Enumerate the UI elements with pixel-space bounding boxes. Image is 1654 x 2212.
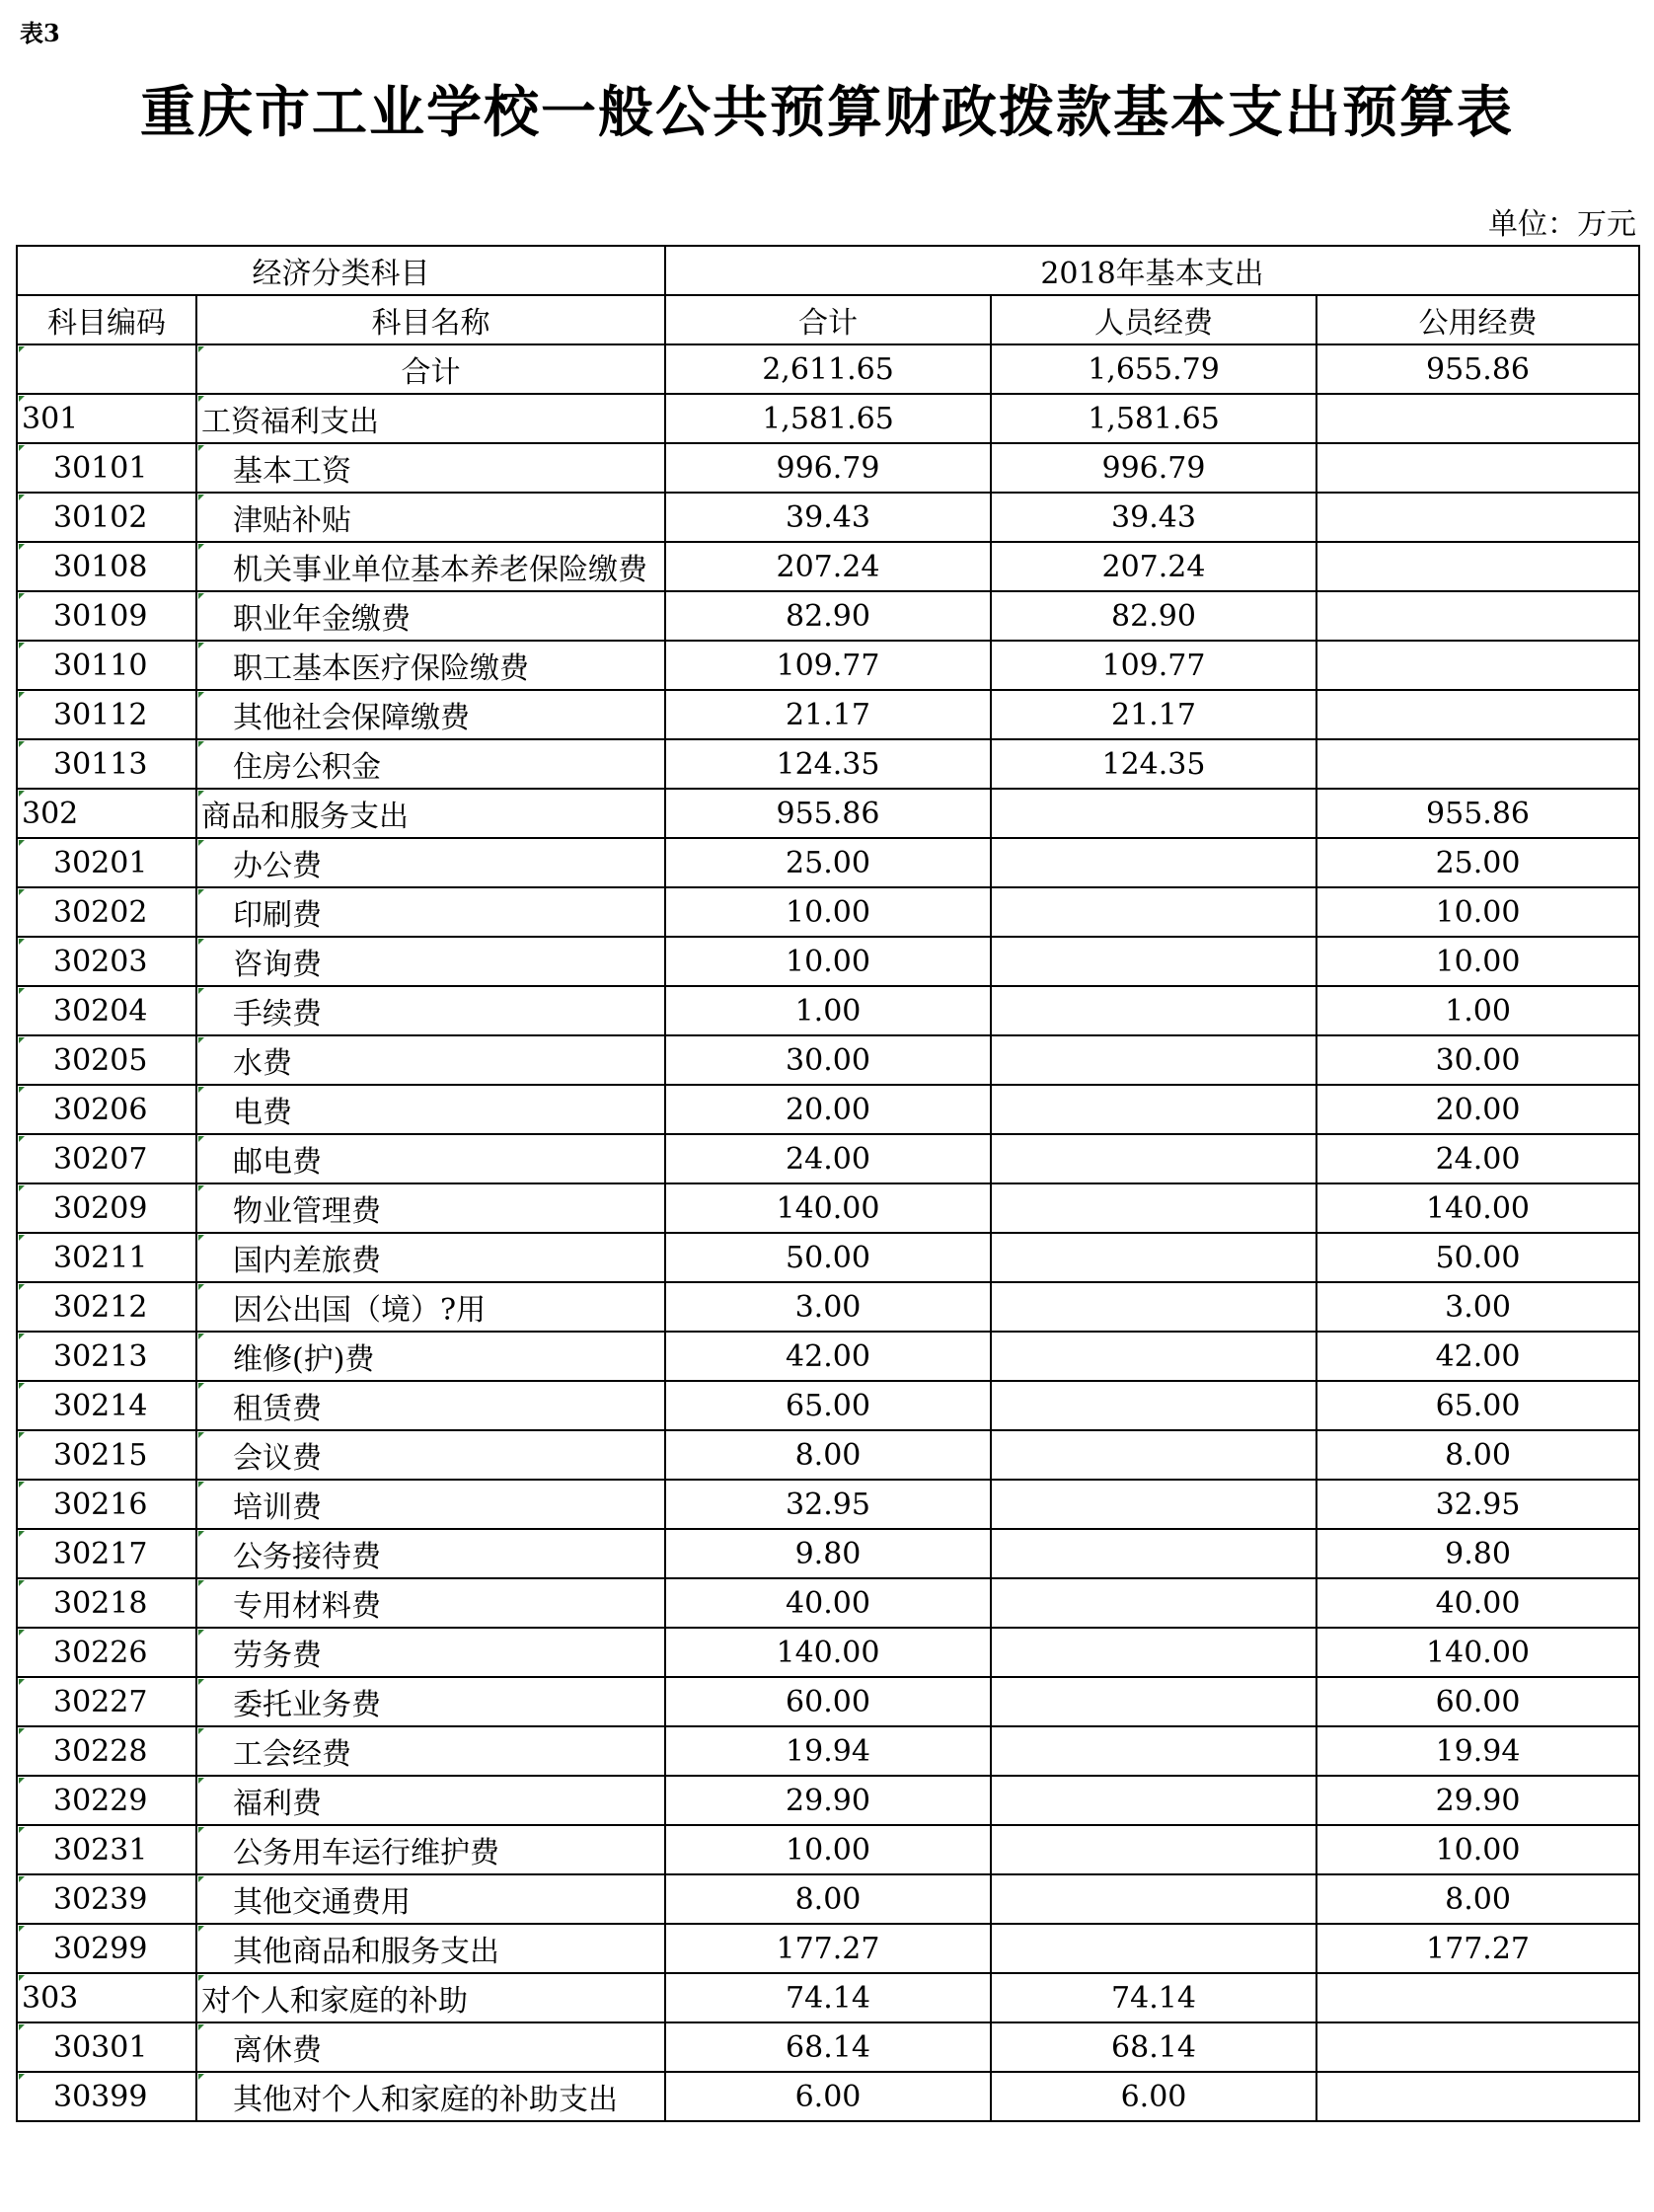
row-personnel-cell: [991, 1726, 1316, 1776]
table-row: [17, 1726, 1639, 1776]
row-personnel-cell: 124.35: [991, 739, 1316, 789]
row-name-cell: 基本工资: [196, 443, 665, 493]
row-code-cell: 30108: [17, 542, 196, 591]
row-name-cell: 印刷费: [196, 887, 665, 937]
row-public-cell: 955.86: [1316, 344, 1639, 394]
row-name-cell: 因公出国（境）?用: [196, 1282, 665, 1332]
row-name-cell: 公务接待费: [196, 1529, 665, 1578]
header-economic-class: 经济分类科目: [17, 246, 665, 295]
row-personnel-cell: 21.17: [991, 690, 1316, 739]
table-row: [17, 641, 1639, 690]
table-row: [17, 591, 1639, 641]
row-public-cell: 29.90: [1316, 1776, 1639, 1825]
row-public-cell: 10.00: [1316, 1825, 1639, 1874]
row-total-cell: 2,611.65: [665, 344, 991, 394]
table-row: [17, 1924, 1639, 1973]
table-row: [17, 986, 1639, 1035]
row-public-cell: [1316, 641, 1639, 690]
row-public-cell: 65.00: [1316, 1381, 1639, 1430]
row-personnel-cell: [991, 986, 1316, 1035]
header-total: 合计: [665, 295, 991, 344]
row-total-cell: 65.00: [665, 1381, 991, 1430]
table-row: [17, 1677, 1639, 1726]
row-code-cell: 30299: [17, 1924, 196, 1973]
row-total-cell: 140.00: [665, 1628, 991, 1677]
row-personnel-cell: [991, 937, 1316, 986]
table-row: [17, 937, 1639, 986]
row-public-cell: 60.00: [1316, 1677, 1639, 1726]
row-total-cell: 207.24: [665, 542, 991, 591]
row-name-cell: 职工基本医疗保险缴费: [196, 641, 665, 690]
row-total-cell: 996.79: [665, 443, 991, 493]
row-code-cell: [17, 344, 196, 394]
row-personnel-cell: [991, 1874, 1316, 1924]
row-personnel-cell: [991, 1332, 1316, 1381]
table-row: [17, 2022, 1639, 2072]
row-public-cell: 8.00: [1316, 1874, 1639, 1924]
row-name-cell: 专用材料费: [196, 1578, 665, 1628]
row-code-cell: 30110: [17, 641, 196, 690]
header-public: 公用经费: [1316, 295, 1639, 344]
row-name-cell: 办公费: [196, 838, 665, 887]
row-code-cell: 30218: [17, 1578, 196, 1628]
row-public-cell: 955.86: [1316, 789, 1639, 838]
row-name-cell: 邮电费: [196, 1134, 665, 1183]
row-public-cell: 42.00: [1316, 1332, 1639, 1381]
row-public-cell: [1316, 394, 1639, 443]
row-personnel-cell: [991, 789, 1316, 838]
budget-table: [16, 245, 1640, 2122]
row-name-cell: 租赁费: [196, 1381, 665, 1430]
row-name-cell: 国内差旅费: [196, 1233, 665, 1282]
row-total-cell: 21.17: [665, 690, 991, 739]
row-code-cell: 30217: [17, 1529, 196, 1578]
row-total-cell: 32.95: [665, 1480, 991, 1529]
row-personnel-cell: [991, 1480, 1316, 1529]
row-total-cell: 50.00: [665, 1233, 991, 1282]
row-personnel-cell: [991, 1924, 1316, 1973]
row-public-cell: 8.00: [1316, 1430, 1639, 1480]
row-name-cell: 住房公积金: [196, 739, 665, 789]
row-code-cell: 301: [17, 394, 196, 443]
row-public-cell: [1316, 739, 1639, 789]
row-total-cell: 124.35: [665, 739, 991, 789]
header-group-row: [17, 246, 1639, 295]
row-total-cell: 24.00: [665, 1134, 991, 1183]
table-row: [17, 1874, 1639, 1924]
table-row: [17, 1134, 1639, 1183]
row-name-cell: 其他社会保障缴费: [196, 690, 665, 739]
row-name-cell: 水费: [196, 1035, 665, 1085]
row-public-cell: [1316, 443, 1639, 493]
row-personnel-cell: [991, 1134, 1316, 1183]
row-total-cell: 30.00: [665, 1035, 991, 1085]
row-personnel-cell: 207.24: [991, 542, 1316, 591]
row-name-cell: 其他交通费用: [196, 1874, 665, 1924]
row-total-cell: 10.00: [665, 937, 991, 986]
row-code-cell: 30209: [17, 1183, 196, 1233]
table-row: [17, 690, 1639, 739]
table-row: [17, 1578, 1639, 1628]
row-public-cell: [1316, 690, 1639, 739]
page-title: 重庆市工业学校一般公共预算财政拨款基本支出预算表: [140, 81, 1514, 145]
row-code-cell: 30101: [17, 443, 196, 493]
row-name-cell: 津贴补贴: [196, 493, 665, 542]
row-public-cell: 10.00: [1316, 937, 1639, 986]
row-code-cell: 30214: [17, 1381, 196, 1430]
row-public-cell: [1316, 493, 1639, 542]
row-total-cell: 1,581.65: [665, 394, 991, 443]
table-row: [17, 1825, 1639, 1874]
row-public-cell: 24.00: [1316, 1134, 1639, 1183]
row-total-cell: 10.00: [665, 887, 991, 937]
row-personnel-cell: [991, 1233, 1316, 1282]
row-name-cell: 公务用车运行维护费: [196, 1825, 665, 1874]
row-personnel-cell: [991, 1776, 1316, 1825]
row-personnel-cell: [991, 1430, 1316, 1480]
row-personnel-cell: [991, 1529, 1316, 1578]
row-name-cell: 机关事业单位基本养老保险缴费: [196, 542, 665, 591]
row-code-cell: 30204: [17, 986, 196, 1035]
row-total-cell: 74.14: [665, 1973, 991, 2022]
row-name-cell: 对个人和家庭的补助: [196, 1973, 665, 2022]
row-code-cell: 30109: [17, 591, 196, 641]
row-code-cell: 302: [17, 789, 196, 838]
row-code-cell: 30228: [17, 1726, 196, 1776]
row-code-cell: 30229: [17, 1776, 196, 1825]
row-personnel-cell: 996.79: [991, 443, 1316, 493]
table-row: [17, 1973, 1639, 2022]
row-total-cell: 60.00: [665, 1677, 991, 1726]
row-personnel-cell: 82.90: [991, 591, 1316, 641]
row-public-cell: [1316, 1973, 1639, 2022]
row-total-cell: 8.00: [665, 1874, 991, 1924]
header-columns-row: [17, 295, 1639, 344]
row-total-cell: 40.00: [665, 1578, 991, 1628]
row-public-cell: 40.00: [1316, 1578, 1639, 1628]
row-public-cell: 10.00: [1316, 887, 1639, 937]
table-row: [17, 1282, 1639, 1332]
row-code-cell: 30239: [17, 1874, 196, 1924]
table-row: [17, 1332, 1639, 1381]
row-public-cell: 30.00: [1316, 1035, 1639, 1085]
table-row: [17, 1480, 1639, 1529]
row-total-cell: 20.00: [665, 1085, 991, 1134]
table-row: [17, 739, 1639, 789]
row-name-cell: 离休费: [196, 2022, 665, 2072]
header-basic-expenditure: 2018年基本支出: [665, 246, 1639, 295]
row-code-cell: 30211: [17, 1233, 196, 1282]
row-code-cell: 30215: [17, 1430, 196, 1480]
row-code-cell: 30102: [17, 493, 196, 542]
table-row: [17, 1529, 1639, 1578]
row-total-cell: 3.00: [665, 1282, 991, 1332]
row-code-cell: 30213: [17, 1332, 196, 1381]
table-body: [17, 344, 1639, 2121]
row-personnel-cell: [991, 1035, 1316, 1085]
row-public-cell: 25.00: [1316, 838, 1639, 887]
row-code-cell: 30301: [17, 2022, 196, 2072]
row-public-cell: 20.00: [1316, 1085, 1639, 1134]
row-total-cell: 8.00: [665, 1430, 991, 1480]
row-personnel-cell: 1,581.65: [991, 394, 1316, 443]
row-personnel-cell: [991, 1628, 1316, 1677]
row-public-cell: 19.94: [1316, 1726, 1639, 1776]
table-row: [17, 493, 1639, 542]
table-row: [17, 1183, 1639, 1233]
row-personnel-cell: [991, 1578, 1316, 1628]
row-personnel-cell: 39.43: [991, 493, 1316, 542]
row-public-cell: 177.27: [1316, 1924, 1639, 1973]
row-name-cell: 其他对个人和家庭的补助支出: [196, 2072, 665, 2121]
row-total-cell: 9.80: [665, 1529, 991, 1578]
row-code-cell: 30203: [17, 937, 196, 986]
row-code-cell: 30226: [17, 1628, 196, 1677]
table-row: [17, 1628, 1639, 1677]
row-public-cell: 9.80: [1316, 1529, 1639, 1578]
row-name-cell: 电费: [196, 1085, 665, 1134]
row-public-cell: 1.00: [1316, 986, 1639, 1035]
row-personnel-cell: [991, 1381, 1316, 1430]
table-row: [17, 838, 1639, 887]
table-row: [17, 394, 1639, 443]
row-name-cell: 培训费: [196, 1480, 665, 1529]
row-name-cell: 手续费: [196, 986, 665, 1035]
table-row: [17, 443, 1639, 493]
table-row: [17, 344, 1639, 394]
table-row: [17, 2072, 1639, 2121]
row-total-cell: 39.43: [665, 493, 991, 542]
row-total-cell: 25.00: [665, 838, 991, 887]
row-total-cell: 1.00: [665, 986, 991, 1035]
row-name-cell: 工资福利支出: [196, 394, 665, 443]
row-code-cell: 30231: [17, 1825, 196, 1874]
row-total-cell: 68.14: [665, 2022, 991, 2072]
row-name-cell: 维修(护)费: [196, 1332, 665, 1381]
row-code-cell: 30216: [17, 1480, 196, 1529]
row-total-cell: 109.77: [665, 641, 991, 690]
row-code-cell: 30212: [17, 1282, 196, 1332]
row-total-cell: 42.00: [665, 1332, 991, 1381]
row-code-cell: 303: [17, 1973, 196, 2022]
row-personnel-cell: 1,655.79: [991, 344, 1316, 394]
row-personnel-cell: [991, 1085, 1316, 1134]
table-row: [17, 789, 1639, 838]
header-code: 科目编码: [17, 295, 196, 344]
table-row: [17, 1776, 1639, 1825]
row-total-cell: 955.86: [665, 789, 991, 838]
row-name-cell: 福利费: [196, 1776, 665, 1825]
table-row: [17, 1085, 1639, 1134]
row-total-cell: 6.00: [665, 2072, 991, 2121]
header-name: 科目名称: [196, 295, 665, 344]
table-row: [17, 887, 1639, 937]
row-public-cell: 140.00: [1316, 1183, 1639, 1233]
row-name-cell: 会议费: [196, 1430, 665, 1480]
table-row: [17, 542, 1639, 591]
row-name-cell: 劳务费: [196, 1628, 665, 1677]
row-name-cell: 物业管理费: [196, 1183, 665, 1233]
row-personnel-cell: 109.77: [991, 641, 1316, 690]
row-personnel-cell: [991, 1825, 1316, 1874]
row-code-cell: 30206: [17, 1085, 196, 1134]
row-total-cell: 177.27: [665, 1924, 991, 1973]
row-personnel-cell: [991, 887, 1316, 937]
row-total-cell: 19.94: [665, 1726, 991, 1776]
row-personnel-cell: 68.14: [991, 2022, 1316, 2072]
row-code-cell: 30207: [17, 1134, 196, 1183]
table-row: [17, 1035, 1639, 1085]
row-personnel-cell: 6.00: [991, 2072, 1316, 2121]
row-name-cell: 职业年金缴费: [196, 591, 665, 641]
row-code-cell: 30399: [17, 2072, 196, 2121]
row-code-cell: 30201: [17, 838, 196, 887]
row-public-cell: [1316, 591, 1639, 641]
table-row: [17, 1381, 1639, 1430]
row-code-cell: 30227: [17, 1677, 196, 1726]
row-code-cell: 30202: [17, 887, 196, 937]
row-name-cell: 商品和服务支出: [196, 789, 665, 838]
row-personnel-cell: [991, 1183, 1316, 1233]
row-public-cell: [1316, 2072, 1639, 2121]
row-code-cell: 30112: [17, 690, 196, 739]
row-public-cell: [1316, 542, 1639, 591]
row-name-cell: 委托业务费: [196, 1677, 665, 1726]
row-total-cell: 10.00: [665, 1825, 991, 1874]
row-name-cell: 工会经费: [196, 1726, 665, 1776]
header-personnel: 人员经费: [991, 295, 1316, 344]
row-total-cell: 29.90: [665, 1776, 991, 1825]
row-name-cell: 合计: [196, 344, 665, 394]
table-row: [17, 1430, 1639, 1480]
row-personnel-cell: [991, 1282, 1316, 1332]
table-tag: 表3: [20, 19, 60, 47]
unit-label: 单位：万元: [1488, 207, 1636, 242]
row-name-cell: 其他商品和服务支出: [196, 1924, 665, 1973]
row-public-cell: 32.95: [1316, 1480, 1639, 1529]
row-personnel-cell: [991, 1677, 1316, 1726]
row-public-cell: 140.00: [1316, 1628, 1639, 1677]
row-total-cell: 82.90: [665, 591, 991, 641]
row-personnel-cell: 74.14: [991, 1973, 1316, 2022]
row-public-cell: [1316, 2022, 1639, 2072]
table-row: [17, 1233, 1639, 1282]
row-code-cell: 30113: [17, 739, 196, 789]
row-code-cell: 30205: [17, 1035, 196, 1085]
row-name-cell: 咨询费: [196, 937, 665, 986]
row-total-cell: 140.00: [665, 1183, 991, 1233]
row-public-cell: 50.00: [1316, 1233, 1639, 1282]
row-personnel-cell: [991, 838, 1316, 887]
row-public-cell: 3.00: [1316, 1282, 1639, 1332]
